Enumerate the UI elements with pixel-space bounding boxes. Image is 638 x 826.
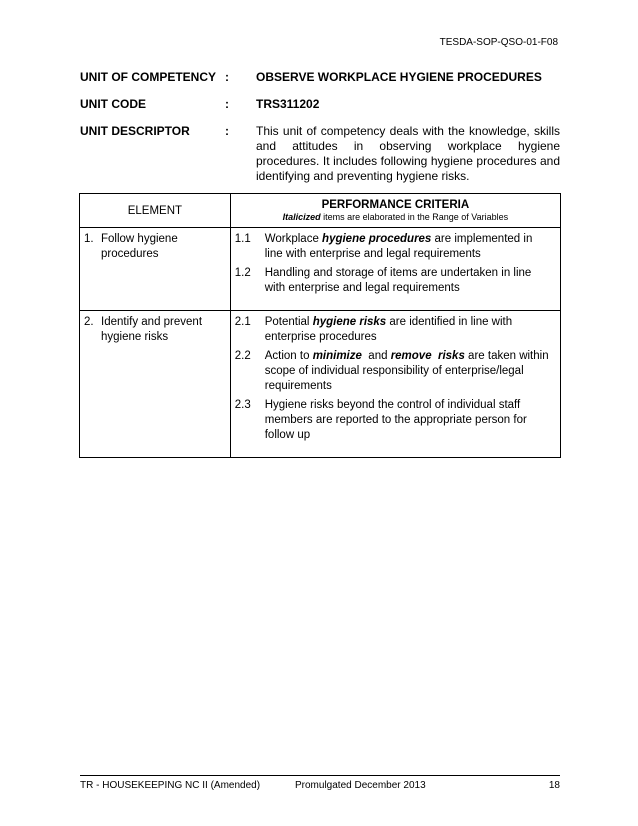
unit-code-row [80,97,560,111]
criterion-text: Action to minimize and remove risks are taken within scope of individual responsibility of enterprise/legal requirements [264,350,549,392]
criterion-item [235,349,552,394]
document-code: TESDA-SOP-QSO-01-F08 [439,37,558,48]
italicized-word: Italicized [282,212,321,222]
criterion-text: Potential hygiene risks are identified in line with enterprise procedures [264,316,513,343]
footer-divider [80,775,560,776]
unit-descriptor-row [80,124,560,184]
unit-code-value: TRS311202 [256,97,320,111]
element-header: ELEMENT [80,194,231,228]
element-text: Identify and prevent hygiene risks [101,316,203,343]
element-text: Follow hygiene procedures [101,233,178,260]
criteria-header [230,194,560,228]
criterion-item [235,232,552,262]
unit-code-label: UNIT CODE [80,97,146,111]
colon: : [225,97,229,111]
table-row [80,228,561,311]
criterion-text: Handling and storage of items are undertaken in line with enterprise and legal requirements [264,267,532,294]
page-number: 18 [548,780,560,791]
criterion-number: 2.3 [234,399,251,411]
colon: : [225,124,229,138]
subtitle-rest: items are elaborated in the Range of Variables [323,212,509,222]
performance-criteria-table [79,193,561,458]
criterion-item [235,315,552,345]
footer-promulgated: Promulgated December 2013 [295,780,426,791]
criterion-text: Hygiene risks beyond the control of individual staff members are reported to the appropriate person for follow up [264,399,527,441]
footer-title: TR - HOUSEKEEPING NC II (Amended) [80,780,261,791]
criterion-number: 1.2 [234,267,251,279]
criterion-number: 2.1 [234,316,251,328]
criterion-item [235,398,552,443]
competency-label: UNIT OF COMPETENCY [80,70,217,84]
criteria-cell [230,311,560,458]
criteria-header-subtitle [231,212,560,222]
competency-value: OBSERVE WORKPLACE HYGIENE PROCEDURES [256,70,542,84]
element-cell [80,311,231,458]
criteria-header-title: PERFORMANCE CRITERIA [321,199,470,211]
element-number: 2. [84,316,94,328]
element-cell [80,228,231,311]
colon: : [225,70,229,84]
criterion-item [235,266,552,296]
criterion-number: 2.2 [234,350,251,362]
criteria-cell [230,228,560,311]
page-footer [80,780,560,791]
criterion-text: Workplace hygiene procedures are implemented in line with enterprise and legal requirements [264,233,533,260]
descriptor-value: This unit of competency deals with the knowledge, skills and attitudes in observing workplace hygiene procedures. It includes following hygiene procedures and identifying and preventing hygiene risks. [256,124,560,183]
descriptor-label: UNIT DESCRIPTOR [80,124,190,138]
criterion-number: 1.1 [234,233,251,245]
element-number: 1. [84,233,94,245]
unit-competency-row [80,70,560,84]
table-header-row [80,194,561,228]
table-row [80,311,561,458]
